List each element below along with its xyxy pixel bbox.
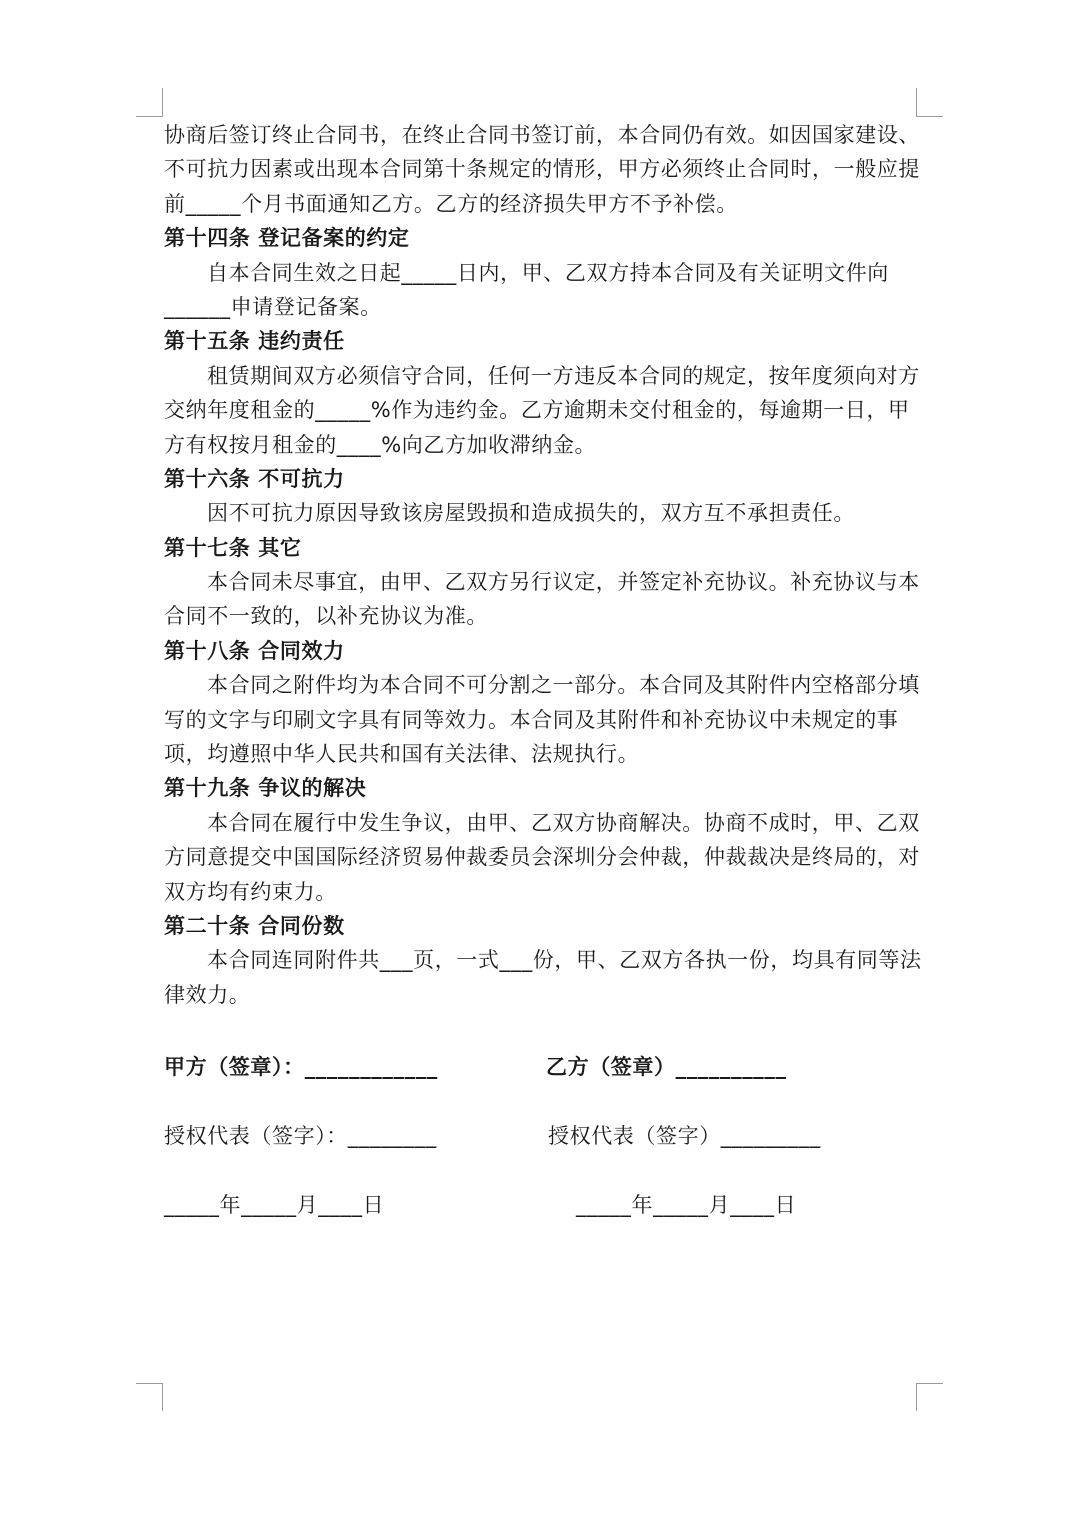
party-a-seal-line: 甲方（签章）：____________ [164, 1055, 438, 1079]
crop-mark-top-left-vertical [162, 88, 163, 116]
crop-mark-bottom-left-horizontal [136, 1383, 163, 1384]
party-b-date-line: _____年_____月____日 [576, 1193, 797, 1217]
body-text-line: ______申请登记备案。 [164, 294, 382, 319]
contract-body [164, 118, 920, 1012]
article-heading: 第十四条 登记备案的约定 [164, 226, 410, 251]
body-text-line: 自本合同生效之日起_____日内，甲、乙双方持本合同及有关证明文件向 [207, 260, 889, 285]
body-text-line: 不可抗力因素或出现本合同第十条规定的情形，甲方必须终止合同时，一般应提 [164, 157, 920, 182]
body-text-line: 本合同连同附件共___页，一式___份，甲、乙双方各执一份，均具有同等法 [207, 948, 922, 973]
body-text-line: 律效力。 [164, 982, 251, 1007]
article-heading: 第十七条 其它 [164, 535, 302, 560]
article-heading: 第二十条 合同份数 [164, 913, 345, 938]
crop-mark-top-right-horizontal [916, 116, 943, 117]
party-a-representative-line: 授权代表（签字）：________ [164, 1124, 437, 1148]
article-heading: 第十五条 违约责任 [164, 329, 345, 354]
crop-mark-top-right-vertical [916, 88, 917, 116]
party-b-seal-line: 乙方（签章）__________ [546, 1055, 787, 1079]
body-text-line: 写的文字与印刷文字具有同等效力。本合同及其附件和补充协议中未规定的事 [164, 707, 899, 732]
body-text-line: 本合同之附件均为本合同不可分割之一部分。本合同及其附件内空格部分填 [207, 673, 920, 698]
body-text-line: 前_____个月书面通知乙方。乙方的经济损失甲方不予补偿。 [164, 191, 738, 216]
article-heading: 第十八条 合同效力 [164, 638, 345, 663]
body-text-line: 方同意提交中国国际经济贸易仲裁委员会深圳分会仲裁，仲裁裁决是终局的，对 [164, 845, 920, 870]
body-text-line: 租赁期间双方必须信守合同，任何一方违反本合同的规定，按年度须向对方 [207, 363, 920, 388]
crop-mark-top-left-horizontal [136, 116, 163, 117]
body-text-line: 合同不一致的，以补充协议为准。 [164, 604, 488, 629]
crop-mark-bottom-right-horizontal [916, 1383, 943, 1384]
article-heading: 第十九条 争议的解决 [164, 776, 367, 801]
body-text-line: 协商后签订终止合同书，在终止合同书签订前，本合同仍有效。如因国家建设、 [164, 123, 920, 147]
body-text-line: 双方均有约束力。 [164, 879, 337, 904]
body-text-line: 项，均遵照中华人民共和国有关法律、法规执行。 [164, 742, 640, 767]
crop-mark-bottom-left-vertical [162, 1383, 163, 1411]
body-text-line: 交纳年度租金的_____%作为违约金。乙方逾期未交付租金的，每逾期一日，甲 [164, 398, 910, 423]
body-text-line: 本合同在履行中发生争议，由甲、乙双方协商解决。协商不成时，甲、乙双 [207, 810, 920, 835]
article-heading: 第十六条 不可抗力 [164, 466, 345, 491]
body-text-line: 本合同未尽事宜，由甲、乙双方另行议定，并签定补充协议。补充协议与本 [207, 570, 920, 595]
crop-mark-bottom-right-vertical [916, 1383, 917, 1411]
party-b-representative-line: 授权代表（签字）_________ [548, 1124, 821, 1148]
body-text-line: 因不可抗力原因导致该房屋毁损和造成损失的，双方互不承担责任。 [207, 501, 855, 526]
party-a-date-line: _____年_____月____日 [164, 1193, 385, 1217]
body-text-line: 方有权按月租金的____%向乙方加收滞纳金。 [164, 432, 597, 457]
